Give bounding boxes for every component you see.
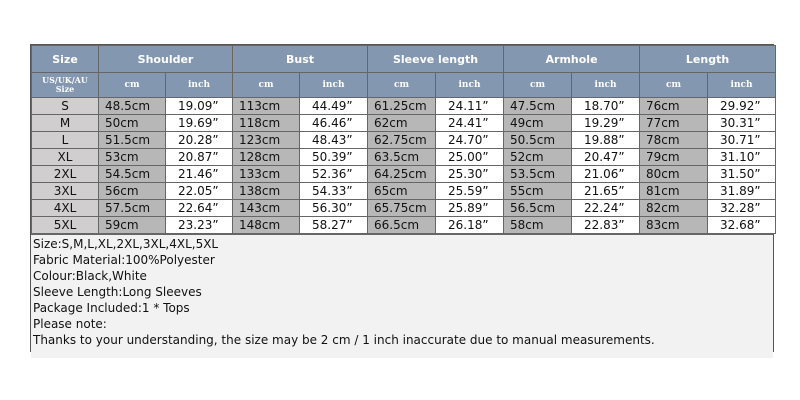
cm-value-cell: 64.25cm: [368, 166, 436, 183]
inch-value-cell: 30.71”: [708, 132, 776, 149]
note-line: Sleeve Length:Long Sleeves: [33, 285, 202, 299]
unit-header-cm: cm: [368, 73, 436, 98]
inch-value-cell: 20.47”: [572, 149, 640, 166]
cm-value-cell: 56.5cm: [504, 200, 572, 217]
unit-header-cm: cm: [504, 73, 572, 98]
size-cell: 4XL: [32, 200, 99, 217]
size-cell: L: [32, 132, 99, 149]
table-row: [32, 200, 776, 217]
note-line: Size:S,M,L,XL,2XL,3XL,4XL,5XL: [33, 237, 219, 251]
cm-value-cell: 62cm: [368, 115, 436, 132]
cm-value-cell: 53.5cm: [504, 166, 572, 183]
inch-value-cell: 22.24”: [572, 200, 640, 217]
header-row-groups: [32, 46, 776, 73]
cm-value-cell: 133cm: [233, 166, 300, 183]
inch-value-cell: 22.05”: [166, 183, 233, 200]
cm-value-cell: 66.5cm: [368, 217, 436, 234]
cm-value-cell: 77cm: [640, 115, 708, 132]
group-header: Length: [640, 46, 776, 73]
cm-value-cell: 118cm: [233, 115, 300, 132]
cm-value-cell: 65cm: [368, 183, 436, 200]
note-line: Thanks to your understanding, the size may be 2 cm / 1 inch inaccurate due to manual measurements.: [33, 333, 655, 347]
inch-value-cell: 24.41”: [436, 115, 504, 132]
inch-value-cell: 19.09”: [166, 98, 233, 115]
unit-header-inch: inch: [300, 73, 368, 98]
cm-value-cell: 55cm: [504, 183, 572, 200]
group-header: Armhole: [504, 46, 640, 73]
inch-value-cell: 19.69”: [166, 115, 233, 132]
cm-value-cell: 63.5cm: [368, 149, 436, 166]
inch-value-cell: 32.28”: [708, 200, 776, 217]
inch-value-cell: 54.33”: [300, 183, 368, 200]
cm-value-cell: 128cm: [233, 149, 300, 166]
cm-value-cell: 138cm: [233, 183, 300, 200]
cm-value-cell: 79cm: [640, 149, 708, 166]
cm-value-cell: 51.5cm: [99, 132, 166, 149]
table-row: [32, 217, 776, 234]
cm-value-cell: 47.5cm: [504, 98, 572, 115]
inch-value-cell: 58.27”: [300, 217, 368, 234]
inch-value-cell: 30.31”: [708, 115, 776, 132]
unit-header-cm: cm: [99, 73, 166, 98]
inch-value-cell: 50.39”: [300, 149, 368, 166]
unit-header-inch: inch: [166, 73, 233, 98]
inch-value-cell: 20.28”: [166, 132, 233, 149]
cm-value-cell: 59cm: [99, 217, 166, 234]
size-cell: 3XL: [32, 183, 99, 200]
inch-value-cell: 19.29”: [572, 115, 640, 132]
size-header: Size: [32, 46, 99, 73]
cm-value-cell: 52cm: [504, 149, 572, 166]
inch-value-cell: 24.70”: [436, 132, 504, 149]
inch-value-cell: 31.50”: [708, 166, 776, 183]
inch-value-cell: 21.65”: [572, 183, 640, 200]
group-header: Sleeve length: [368, 46, 504, 73]
table-row: [32, 183, 776, 200]
inch-value-cell: 23.23”: [166, 217, 233, 234]
inch-value-cell: 31.10”: [708, 149, 776, 166]
inch-value-cell: 24.11”: [436, 98, 504, 115]
table-row: [32, 115, 776, 132]
inch-value-cell: 44.49”: [300, 98, 368, 115]
group-header: Bust: [233, 46, 368, 73]
unit-header-inch: inch: [572, 73, 640, 98]
cm-value-cell: 48.5cm: [99, 98, 166, 115]
size-chart: [30, 44, 774, 352]
cm-value-cell: 56cm: [99, 183, 166, 200]
cm-value-cell: 50cm: [99, 115, 166, 132]
cm-value-cell: 53cm: [99, 149, 166, 166]
size-cell: M: [32, 115, 99, 132]
inch-value-cell: 46.46”: [300, 115, 368, 132]
cm-value-cell: 80cm: [640, 166, 708, 183]
unit-header-cm: cm: [233, 73, 300, 98]
product-notes: [31, 234, 773, 358]
cm-value-cell: 78cm: [640, 132, 708, 149]
cm-value-cell: 50.5cm: [504, 132, 572, 149]
note-line: Please note:: [33, 317, 107, 331]
cm-value-cell: 81cm: [640, 183, 708, 200]
cm-value-cell: 49cm: [504, 115, 572, 132]
unit-header-inch: inch: [708, 73, 776, 98]
note-line: Fabric Material:100%Polyester: [33, 253, 215, 267]
group-header: Shoulder: [99, 46, 233, 73]
table-row: [32, 149, 776, 166]
inch-value-cell: 25.30”: [436, 166, 504, 183]
cm-value-cell: 83cm: [640, 217, 708, 234]
size-cell: 2XL: [32, 166, 99, 183]
note-line: Package Included:1 * Tops: [33, 301, 190, 315]
size-cell: XL: [32, 149, 99, 166]
cm-value-cell: 148cm: [233, 217, 300, 234]
cm-value-cell: 62.75cm: [368, 132, 436, 149]
size-table: [31, 45, 776, 234]
cm-value-cell: 76cm: [640, 98, 708, 115]
table-row: [32, 166, 776, 183]
cm-value-cell: 65.75cm: [368, 200, 436, 217]
inch-value-cell: 25.00”: [436, 149, 504, 166]
region-label: US/UK/AU Size: [32, 73, 99, 98]
inch-value-cell: 19.88”: [572, 132, 640, 149]
cm-value-cell: 58cm: [504, 217, 572, 234]
inch-value-cell: 52.36”: [300, 166, 368, 183]
inch-value-cell: 18.70”: [572, 98, 640, 115]
inch-value-cell: 32.68”: [708, 217, 776, 234]
cm-value-cell: 113cm: [233, 98, 300, 115]
inch-value-cell: 48.43”: [300, 132, 368, 149]
size-cell: S: [32, 98, 99, 115]
header-row-units: [32, 73, 776, 98]
cm-value-cell: 143cm: [233, 200, 300, 217]
inch-value-cell: 25.89”: [436, 200, 504, 217]
table-row: [32, 98, 776, 115]
inch-value-cell: 56.30”: [300, 200, 368, 217]
table-row: [32, 132, 776, 149]
cm-value-cell: 57.5cm: [99, 200, 166, 217]
inch-value-cell: 22.64”: [166, 200, 233, 217]
cm-value-cell: 61.25cm: [368, 98, 436, 115]
inch-value-cell: 26.18”: [436, 217, 504, 234]
unit-header-inch: inch: [436, 73, 504, 98]
cm-value-cell: 82cm: [640, 200, 708, 217]
inch-value-cell: 29.92”: [708, 98, 776, 115]
inch-value-cell: 22.83”: [572, 217, 640, 234]
inch-value-cell: 31.89”: [708, 183, 776, 200]
inch-value-cell: 25.59”: [436, 183, 504, 200]
cm-value-cell: 54.5cm: [99, 166, 166, 183]
note-line: Colour:Black,White: [33, 269, 147, 283]
cm-value-cell: 123cm: [233, 132, 300, 149]
size-cell: 5XL: [32, 217, 99, 234]
inch-value-cell: 21.46”: [166, 166, 233, 183]
inch-value-cell: 20.87”: [166, 149, 233, 166]
inch-value-cell: 21.06”: [572, 166, 640, 183]
unit-header-cm: cm: [640, 73, 708, 98]
